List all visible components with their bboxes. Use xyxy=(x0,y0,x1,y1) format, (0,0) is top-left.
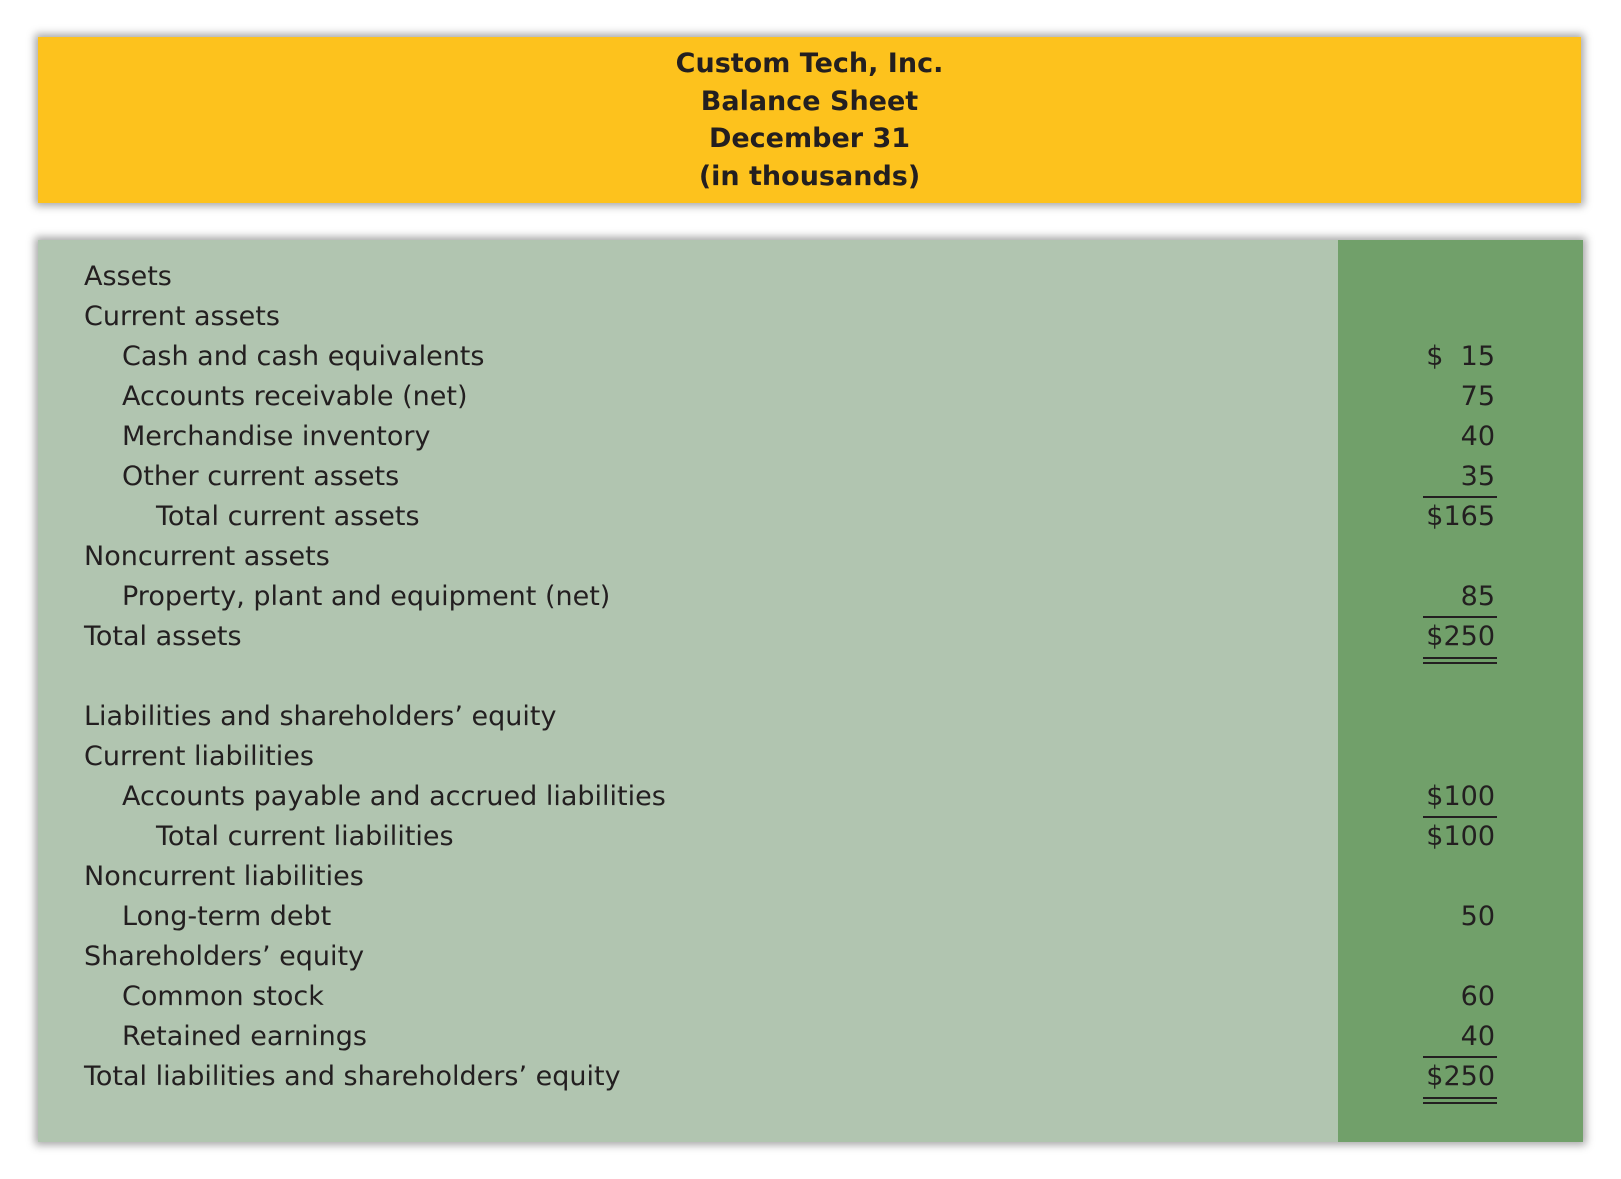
line-item-accounts-payable xyxy=(38,777,1583,817)
row-amount: 60 xyxy=(1460,981,1495,1012)
row-amount: 50 xyxy=(1460,901,1495,932)
row-label: Assets xyxy=(84,261,172,292)
row-label: Other current assets xyxy=(122,461,400,492)
row-amount: $250 xyxy=(1426,621,1495,652)
total-row-current-liabilities xyxy=(38,817,1583,857)
line-item-property-plant-equipment xyxy=(38,577,1583,617)
line-item-common-stock xyxy=(38,977,1583,1017)
row-label: Merchandise inventory xyxy=(122,421,431,452)
row-amount: 40 xyxy=(1460,1021,1495,1052)
statement-title: Balance Sheet xyxy=(700,85,919,117)
row-label: Cash and cash equivalents xyxy=(122,341,485,372)
line-item-long-term-debt xyxy=(38,897,1583,937)
total-row-assets xyxy=(38,617,1583,657)
row-amount: 40 xyxy=(1460,421,1495,452)
double-total-rule xyxy=(1423,657,1497,664)
row-amount: 75 xyxy=(1460,381,1495,412)
total-row-current-assets xyxy=(38,497,1583,537)
subsection-heading-current-liabilities xyxy=(38,737,1583,777)
row-amount: $ 15 xyxy=(1426,341,1495,372)
line-item-accounts-receivable xyxy=(38,377,1583,417)
subsection-heading-current-assets xyxy=(38,297,1583,337)
double-total-rule xyxy=(1423,1097,1497,1104)
balance-sheet-panel xyxy=(38,240,1583,1142)
row-amount: $100 xyxy=(1426,821,1495,852)
row-amount: $250 xyxy=(1426,1061,1495,1092)
section-heading-liabilities-equity xyxy=(38,697,1583,737)
subsection-heading-noncurrent-liabilities xyxy=(38,857,1583,897)
row-label: Total current assets xyxy=(156,501,420,532)
company-name: Custom Tech, Inc. xyxy=(675,48,944,79)
statement-date: December 31 xyxy=(708,123,911,154)
row-label: Retained earnings xyxy=(122,1021,367,1052)
row-amount: 85 xyxy=(1460,581,1495,612)
row-label: Accounts receivable (net) xyxy=(122,381,468,412)
row-amount: 35 xyxy=(1460,461,1495,492)
row-label: Shareholders’ equity xyxy=(84,941,365,972)
row-label: Total assets xyxy=(84,621,242,652)
row-label: Long-term debt xyxy=(122,901,332,932)
row-label: Current assets xyxy=(84,301,280,332)
row-label: Accounts payable and accrued liabilities xyxy=(122,781,666,812)
statement-units: (in thousands) xyxy=(698,160,921,192)
row-amount: $165 xyxy=(1426,501,1495,532)
subsection-heading-noncurrent-assets xyxy=(38,537,1583,577)
line-item-other-current-assets xyxy=(38,457,1583,497)
line-item-cash xyxy=(38,337,1583,377)
subsection-heading-shareholders-equity xyxy=(38,937,1583,977)
row-label: Noncurrent assets xyxy=(84,541,330,572)
row-label: Property, plant and equipment (net) xyxy=(122,581,611,612)
row-label: Common stock xyxy=(122,981,324,1012)
row-label: Liabilities and shareholders’ equity xyxy=(84,701,557,732)
section-heading-assets xyxy=(38,257,1583,297)
row-amount: $100 xyxy=(1426,781,1495,812)
line-item-retained-earnings xyxy=(38,1017,1583,1057)
row-label: Total current liabilities xyxy=(156,821,454,852)
row-label: Noncurrent liabilities xyxy=(84,861,364,892)
total-row-liabilities-equity xyxy=(38,1057,1583,1097)
row-label: Current liabilities xyxy=(84,741,314,772)
line-item-merchandise-inventory xyxy=(38,417,1583,457)
statement-header xyxy=(38,37,1581,203)
row-label: Total liabilities and shareholders’ equity xyxy=(84,1061,621,1092)
